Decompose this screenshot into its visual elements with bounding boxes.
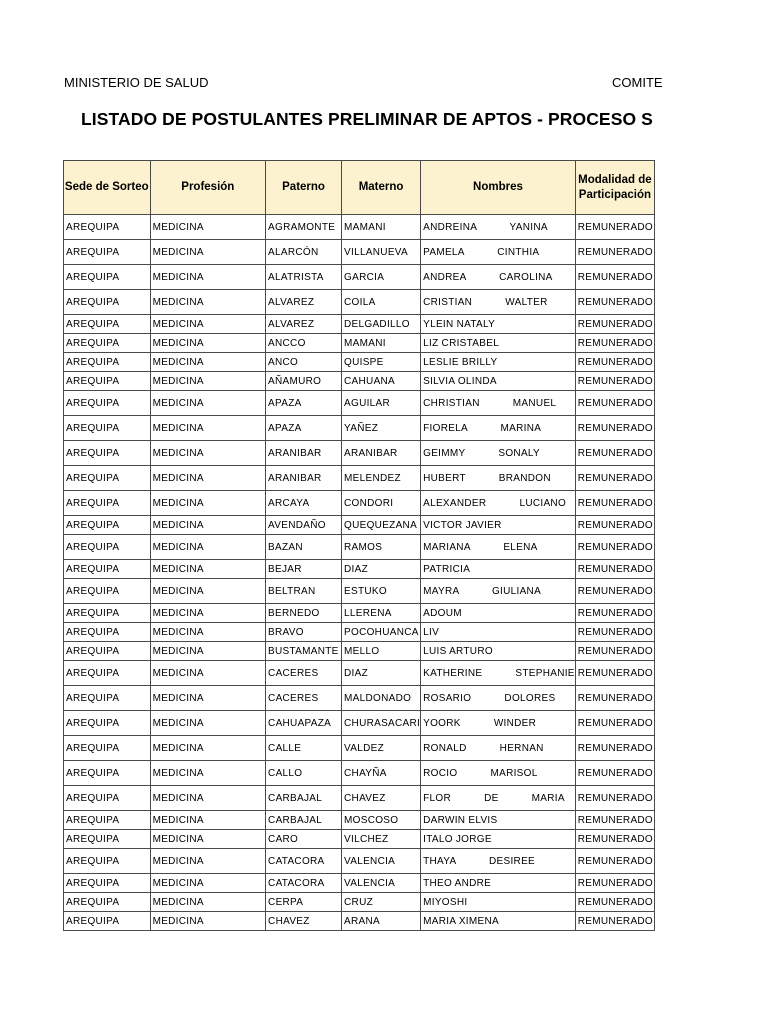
cell-paterno: ARCAYA (266, 491, 342, 516)
table-row (64, 416, 655, 441)
cell-modalidad: REMUNERADO (575, 265, 654, 290)
cell-materno: QUEQUEZANA (342, 516, 421, 535)
table-row (64, 786, 655, 811)
cell-paterno: APAZA (266, 391, 342, 416)
cell-sede: AREQUIPA (64, 686, 151, 711)
cell-profesion: MEDICINA (150, 623, 265, 642)
cell-materno: MALDONADO (342, 686, 421, 711)
cell-paterno: ANCO (266, 353, 342, 372)
cell-modalidad: REMUNERADO (575, 240, 654, 265)
cell-paterno: AGRAMONTE (266, 215, 342, 240)
table-row (64, 334, 655, 353)
cell-modalidad: REMUNERADO (575, 736, 654, 761)
cell-paterno: AVENDAÑO (266, 516, 342, 535)
cell-nombres: MARIANA ELENA (421, 535, 576, 560)
cell-materno: DIAZ (342, 560, 421, 579)
table-row (64, 893, 655, 912)
cell-sede: AREQUIPA (64, 353, 151, 372)
table-row (64, 290, 655, 315)
cell-nombres: SILVIA OLINDA (421, 372, 576, 391)
table-row (64, 441, 655, 466)
cell-modalidad: REMUNERADO (575, 416, 654, 441)
cell-paterno: ARANIBAR (266, 441, 342, 466)
cell-sede: AREQUIPA (64, 786, 151, 811)
cell-nombres: ROSARIO DOLORES (421, 686, 576, 711)
cell-sede: AREQUIPA (64, 265, 151, 290)
cell-paterno: CACERES (266, 686, 342, 711)
table-row (64, 736, 655, 761)
cell-modalidad: REMUNERADO (575, 560, 654, 579)
cell-sede: AREQUIPA (64, 849, 151, 874)
cell-nombres: PATRICIA (421, 560, 576, 579)
cell-nombres: RONALD HERNAN (421, 736, 576, 761)
column-header-sede: Sede de Sorteo (64, 161, 151, 215)
applicants-table (63, 160, 655, 931)
cell-materno: DIAZ (342, 661, 421, 686)
cell-materno: CONDORI (342, 491, 421, 516)
cell-sede: AREQUIPA (64, 372, 151, 391)
cell-profesion: MEDICINA (150, 849, 265, 874)
cell-modalidad: REMUNERADO (575, 441, 654, 466)
cell-paterno: CATACORA (266, 874, 342, 893)
table-row (64, 353, 655, 372)
cell-materno: COILA (342, 290, 421, 315)
cell-modalidad: REMUNERADO (575, 466, 654, 491)
table-row (64, 240, 655, 265)
cell-profesion: MEDICINA (150, 240, 265, 265)
cell-modalidad: REMUNERADO (575, 786, 654, 811)
cell-materno: MELENDEZ (342, 466, 421, 491)
table-header-row (64, 161, 655, 215)
cell-sede: AREQUIPA (64, 240, 151, 265)
cell-materno: QUISPE (342, 353, 421, 372)
cell-paterno: APAZA (266, 416, 342, 441)
cell-materno: VALDEZ (342, 736, 421, 761)
table-row (64, 811, 655, 830)
cell-materno: VILLANUEVA (342, 240, 421, 265)
table-row (64, 830, 655, 849)
cell-profesion: MEDICINA (150, 604, 265, 623)
cell-sede: AREQUIPA (64, 811, 151, 830)
cell-paterno: CATACORA (266, 849, 342, 874)
table-row (64, 642, 655, 661)
cell-modalidad: REMUNERADO (575, 516, 654, 535)
cell-sede: AREQUIPA (64, 711, 151, 736)
cell-nombres: DARWIN ELVIS (421, 811, 576, 830)
cell-sede: AREQUIPA (64, 290, 151, 315)
cell-sede: AREQUIPA (64, 830, 151, 849)
cell-materno: VILCHEZ (342, 830, 421, 849)
cell-materno: CAHUANA (342, 372, 421, 391)
cell-profesion: MEDICINA (150, 579, 265, 604)
cell-nombres: LIV (421, 623, 576, 642)
cell-profesion: MEDICINA (150, 353, 265, 372)
cell-profesion: MEDICINA (150, 290, 265, 315)
cell-paterno: AÑAMURO (266, 372, 342, 391)
cell-profesion: MEDICINA (150, 315, 265, 334)
cell-nombres: THEO ANDRE (421, 874, 576, 893)
cell-sede: AREQUIPA (64, 893, 151, 912)
cell-nombres: YOORK WINDER (421, 711, 576, 736)
cell-modalidad: REMUNERADO (575, 215, 654, 240)
cell-sede: AREQUIPA (64, 623, 151, 642)
cell-sede: AREQUIPA (64, 604, 151, 623)
cell-profesion: MEDICINA (150, 686, 265, 711)
committee-name: COMITE (612, 75, 663, 90)
cell-materno: AGUILAR (342, 391, 421, 416)
cell-paterno: CARBAJAL (266, 811, 342, 830)
cell-modalidad: REMUNERADO (575, 334, 654, 353)
cell-modalidad: REMUNERADO (575, 579, 654, 604)
cell-profesion: MEDICINA (150, 215, 265, 240)
cell-sede: AREQUIPA (64, 466, 151, 491)
cell-profesion: MEDICINA (150, 661, 265, 686)
cell-paterno: ALATRISTA (266, 265, 342, 290)
table-row (64, 560, 655, 579)
cell-materno: CHAYÑA (342, 761, 421, 786)
cell-nombres: FIORELA MARINA (421, 416, 576, 441)
cell-modalidad: REMUNERADO (575, 535, 654, 560)
column-header-materno: Materno (342, 161, 421, 215)
cell-profesion: MEDICINA (150, 334, 265, 353)
cell-profesion: MEDICINA (150, 761, 265, 786)
cell-paterno: CACERES (266, 661, 342, 686)
cell-paterno: CERPA (266, 893, 342, 912)
cell-nombres: THAYA DESIREE (421, 849, 576, 874)
cell-profesion: MEDICINA (150, 736, 265, 761)
cell-paterno: ALVAREZ (266, 315, 342, 334)
cell-nombres: ANDREA CAROLINA (421, 265, 576, 290)
column-header-paterno: Paterno (266, 161, 342, 215)
cell-modalidad: REMUNERADO (575, 849, 654, 874)
cell-materno: DELGADILLO (342, 315, 421, 334)
cell-profesion: MEDICINA (150, 786, 265, 811)
cell-modalidad: REMUNERADO (575, 661, 654, 686)
cell-profesion: MEDICINA (150, 535, 265, 560)
cell-profesion: MEDICINA (150, 372, 265, 391)
cell-modalidad: REMUNERADO (575, 642, 654, 661)
cell-paterno: CARBAJAL (266, 786, 342, 811)
cell-paterno: ANCCO (266, 334, 342, 353)
cell-paterno: CHAVEZ (266, 912, 342, 931)
cell-materno: MAMANI (342, 334, 421, 353)
cell-profesion: MEDICINA (150, 912, 265, 931)
cell-profesion: MEDICINA (150, 265, 265, 290)
cell-materno: CHAVEZ (342, 786, 421, 811)
cell-profesion: MEDICINA (150, 560, 265, 579)
cell-modalidad: REMUNERADO (575, 912, 654, 931)
cell-nombres: GEIMMY SONALY (421, 441, 576, 466)
table-row (64, 661, 655, 686)
cell-paterno: ARANIBAR (266, 466, 342, 491)
cell-sede: AREQUIPA (64, 912, 151, 931)
table-row (64, 623, 655, 642)
cell-paterno: ALVAREZ (266, 290, 342, 315)
cell-nombres: ANDREINA YANINA (421, 215, 576, 240)
cell-nombres: PAMELA CINTHIA (421, 240, 576, 265)
cell-sede: AREQUIPA (64, 661, 151, 686)
table-row (64, 711, 655, 736)
cell-nombres: MIYOSHI (421, 893, 576, 912)
cell-paterno: BUSTAMANTE (266, 642, 342, 661)
cell-profesion: MEDICINA (150, 874, 265, 893)
cell-nombres: HUBERT BRANDON (421, 466, 576, 491)
table-row (64, 516, 655, 535)
cell-nombres: FLOR DE MARIA (421, 786, 576, 811)
cell-paterno: BEJAR (266, 560, 342, 579)
cell-sede: AREQUIPA (64, 874, 151, 893)
cell-profesion: MEDICINA (150, 642, 265, 661)
column-header-modalidad: Modalidad de Participación (575, 161, 654, 215)
cell-sede: AREQUIPA (64, 535, 151, 560)
cell-sede: AREQUIPA (64, 491, 151, 516)
cell-profesion: MEDICINA (150, 893, 265, 912)
cell-modalidad: REMUNERADO (575, 761, 654, 786)
cell-materno: POCOHUANCA (342, 623, 421, 642)
cell-sede: AREQUIPA (64, 736, 151, 761)
cell-paterno: BELTRAN (266, 579, 342, 604)
cell-modalidad: REMUNERADO (575, 315, 654, 334)
cell-paterno: BERNEDO (266, 604, 342, 623)
cell-paterno: BRAVO (266, 623, 342, 642)
table-row (64, 686, 655, 711)
cell-nombres: KATHERINE STEPHANIE (421, 661, 576, 686)
cell-nombres: CRISTIAN WALTER (421, 290, 576, 315)
cell-profesion: MEDICINA (150, 830, 265, 849)
cell-modalidad: REMUNERADO (575, 874, 654, 893)
cell-materno: CRUZ (342, 893, 421, 912)
cell-sede: AREQUIPA (64, 642, 151, 661)
cell-materno: YAÑEZ (342, 416, 421, 441)
cell-profesion: MEDICINA (150, 516, 265, 535)
cell-modalidad: REMUNERADO (575, 391, 654, 416)
cell-paterno: CAHUAPAZA (266, 711, 342, 736)
table-row (64, 315, 655, 334)
cell-profesion: MEDICINA (150, 441, 265, 466)
table-row (64, 372, 655, 391)
cell-modalidad: REMUNERADO (575, 830, 654, 849)
cell-sede: AREQUIPA (64, 315, 151, 334)
cell-profesion: MEDICINA (150, 391, 265, 416)
table-row (64, 849, 655, 874)
cell-sede: AREQUIPA (64, 334, 151, 353)
table-row (64, 215, 655, 240)
cell-nombres: ADOUM (421, 604, 576, 623)
cell-modalidad: REMUNERADO (575, 893, 654, 912)
cell-profesion: MEDICINA (150, 416, 265, 441)
cell-sede: AREQUIPA (64, 516, 151, 535)
table-row (64, 391, 655, 416)
table-row (64, 579, 655, 604)
cell-modalidad: REMUNERADO (575, 711, 654, 736)
table-row (64, 491, 655, 516)
cell-paterno: BAZAN (266, 535, 342, 560)
cell-nombres: MARIA XIMENA (421, 912, 576, 931)
cell-paterno: CALLO (266, 761, 342, 786)
cell-sede: AREQUIPA (64, 441, 151, 466)
cell-materno: MOSCOSO (342, 811, 421, 830)
cell-sede: AREQUIPA (64, 215, 151, 240)
cell-nombres: CHRISTIAN MANUEL (421, 391, 576, 416)
cell-modalidad: REMUNERADO (575, 353, 654, 372)
table-row (64, 761, 655, 786)
cell-profesion: MEDICINA (150, 811, 265, 830)
cell-modalidad: REMUNERADO (575, 491, 654, 516)
cell-materno: GARCIA (342, 265, 421, 290)
cell-sede: AREQUIPA (64, 391, 151, 416)
cell-sede: AREQUIPA (64, 560, 151, 579)
cell-materno: MAMANI (342, 215, 421, 240)
cell-paterno: CARO (266, 830, 342, 849)
table-row (64, 265, 655, 290)
cell-profesion: MEDICINA (150, 466, 265, 491)
cell-modalidad: REMUNERADO (575, 811, 654, 830)
cell-modalidad: REMUNERADO (575, 290, 654, 315)
cell-profesion: MEDICINA (150, 711, 265, 736)
cell-materno: ARANIBAR (342, 441, 421, 466)
table-row (64, 604, 655, 623)
cell-materno: ESTUKO (342, 579, 421, 604)
cell-modalidad: REMUNERADO (575, 686, 654, 711)
cell-sede: AREQUIPA (64, 416, 151, 441)
column-header-nombres: Nombres (421, 161, 576, 215)
cell-paterno: CALLE (266, 736, 342, 761)
table-row (64, 535, 655, 560)
cell-sede: AREQUIPA (64, 579, 151, 604)
cell-modalidad: REMUNERADO (575, 372, 654, 391)
cell-materno: VALENCIA (342, 849, 421, 874)
cell-materno: CHURASACARI (342, 711, 421, 736)
cell-modalidad: REMUNERADO (575, 623, 654, 642)
cell-nombres: ROCIO MARISOL (421, 761, 576, 786)
column-header-profesion: Profesión (150, 161, 265, 215)
cell-nombres: ALEXANDER LUCIANO (421, 491, 576, 516)
cell-nombres: LESLIE BRILLY (421, 353, 576, 372)
cell-nombres: LIZ CRISTABEL (421, 334, 576, 353)
ministry-name: MINISTERIO DE SALUD (64, 75, 209, 90)
document-title: LISTADO DE POSTULANTES PRELIMINAR DE APTOS - PROCESO S (81, 109, 653, 129)
cell-nombres: YLEIN NATALY (421, 315, 576, 334)
cell-paterno: ALARCÓN (266, 240, 342, 265)
cell-nombres: ITALO JORGE (421, 830, 576, 849)
cell-nombres: VICTOR JAVIER (421, 516, 576, 535)
cell-materno: LLERENA (342, 604, 421, 623)
cell-materno: MELLO (342, 642, 421, 661)
cell-nombres: LUIS ARTURO (421, 642, 576, 661)
table-row (64, 874, 655, 893)
table-row (64, 912, 655, 931)
cell-sede: AREQUIPA (64, 761, 151, 786)
cell-modalidad: REMUNERADO (575, 604, 654, 623)
cell-profesion: MEDICINA (150, 491, 265, 516)
cell-materno: ARANA (342, 912, 421, 931)
table-row (64, 466, 655, 491)
cell-materno: VALENCIA (342, 874, 421, 893)
cell-nombres: MAYRA GIULIANA (421, 579, 576, 604)
cell-materno: RAMOS (342, 535, 421, 560)
